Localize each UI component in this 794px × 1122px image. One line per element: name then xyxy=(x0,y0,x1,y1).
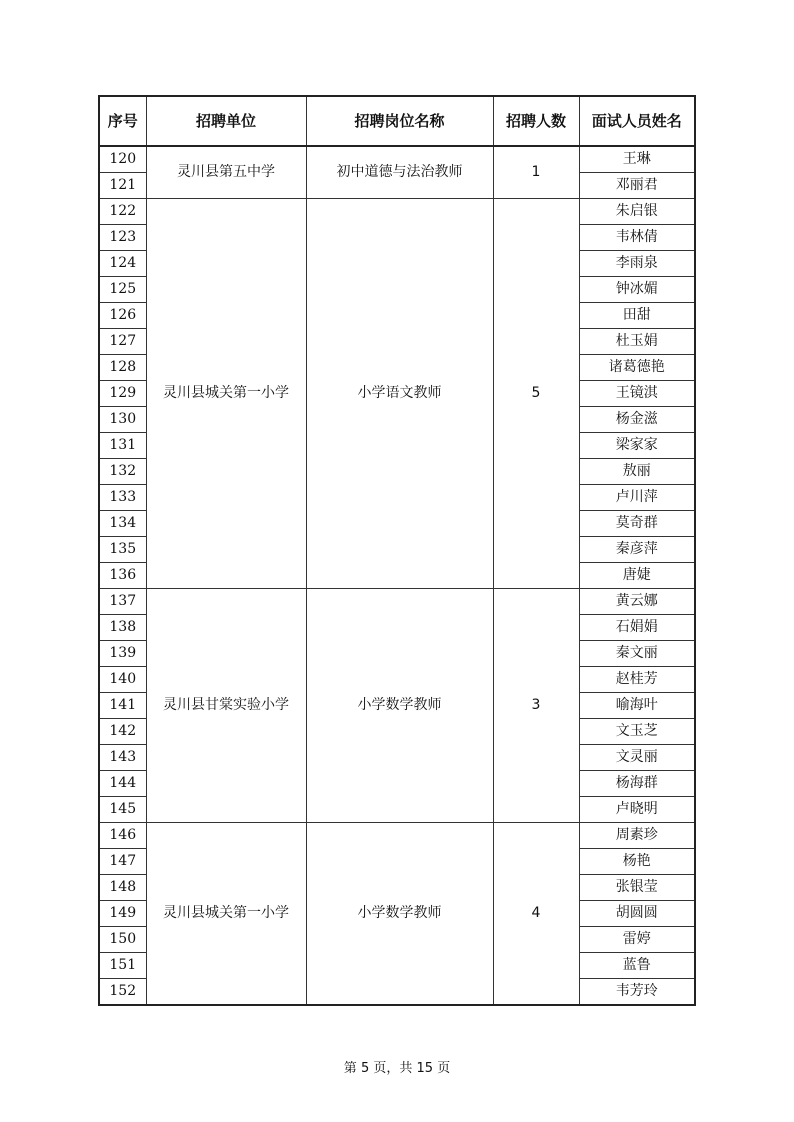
interviewee-name: 蓝鲁 xyxy=(579,953,695,979)
hire-count: 4 xyxy=(493,823,579,1006)
footer-page-number: 5 xyxy=(360,1061,370,1076)
table-row xyxy=(99,823,695,849)
interviewee-name: 喻海叶 xyxy=(579,693,695,719)
interviewee-name: 杨金滋 xyxy=(579,407,695,433)
row-index: 122 xyxy=(99,199,146,225)
row-index: 127 xyxy=(99,329,146,355)
row-index: 132 xyxy=(99,459,146,485)
interviewee-name: 杨艳 xyxy=(579,849,695,875)
recruiting-unit: 灵川县甘棠实验小学 xyxy=(146,589,306,823)
footer-mid: 页，共 xyxy=(373,1061,413,1076)
interviewee-name: 赵桂芳 xyxy=(579,667,695,693)
recruitment-table-wrapper xyxy=(98,95,696,1006)
interviewee-name: 钟冰媚 xyxy=(579,277,695,303)
recruiting-unit: 灵川县城关第一小学 xyxy=(146,823,306,1006)
interviewee-name: 秦文丽 xyxy=(579,641,695,667)
row-index: 151 xyxy=(99,953,146,979)
hire-count: 1 xyxy=(493,146,579,199)
interviewee-name: 韦芳玲 xyxy=(579,979,695,1006)
row-index: 136 xyxy=(99,563,146,589)
interviewee-name: 秦彦萍 xyxy=(579,537,695,563)
header-position: 招聘岗位名称 xyxy=(306,96,493,146)
header-names: 面试人员姓名 xyxy=(579,96,695,146)
interviewee-name: 王琳 xyxy=(579,146,695,173)
position-name: 小学数学教师 xyxy=(306,823,493,1006)
interview-list-table xyxy=(98,95,696,1006)
recruiting-unit: 灵川县城关第一小学 xyxy=(146,199,306,589)
row-index: 130 xyxy=(99,407,146,433)
row-index: 142 xyxy=(99,719,146,745)
interviewee-name: 田甜 xyxy=(579,303,695,329)
interviewee-name: 杜玉娟 xyxy=(579,329,695,355)
interviewee-name: 周素珍 xyxy=(579,823,695,849)
row-index: 152 xyxy=(99,979,146,1006)
row-index: 140 xyxy=(99,667,146,693)
footer-suffix: 页 xyxy=(437,1061,451,1076)
interviewee-name: 朱启银 xyxy=(579,199,695,225)
position-name: 初中道德与法治教师 xyxy=(306,146,493,199)
interviewee-name: 王镜淇 xyxy=(579,381,695,407)
table-row xyxy=(99,199,695,225)
row-index: 137 xyxy=(99,589,146,615)
interviewee-name: 韦林倩 xyxy=(579,225,695,251)
hire-count: 3 xyxy=(493,589,579,823)
header-unit: 招聘单位 xyxy=(146,96,306,146)
interviewee-name: 卢晓明 xyxy=(579,797,695,823)
row-index: 146 xyxy=(99,823,146,849)
row-index: 138 xyxy=(99,615,146,641)
interviewee-name: 胡圆圆 xyxy=(579,901,695,927)
row-index: 124 xyxy=(99,251,146,277)
table-row xyxy=(99,589,695,615)
row-index: 139 xyxy=(99,641,146,667)
interviewee-name: 梁家家 xyxy=(579,433,695,459)
interviewee-name: 文玉芝 xyxy=(579,719,695,745)
table-header-row xyxy=(99,96,695,146)
interviewee-name: 文灵丽 xyxy=(579,745,695,771)
position-name: 小学数学教师 xyxy=(306,589,493,823)
row-index: 134 xyxy=(99,511,146,537)
row-index: 145 xyxy=(99,797,146,823)
interviewee-name: 张银莹 xyxy=(579,875,695,901)
row-index: 128 xyxy=(99,355,146,381)
row-index: 131 xyxy=(99,433,146,459)
interviewee-name: 莫奇群 xyxy=(579,511,695,537)
recruiting-unit: 灵川县第五中学 xyxy=(146,146,306,199)
row-index: 149 xyxy=(99,901,146,927)
row-index: 141 xyxy=(99,693,146,719)
interviewee-name: 邓丽君 xyxy=(579,173,695,199)
page-footer xyxy=(0,1057,794,1076)
table-body xyxy=(99,146,695,1005)
interviewee-name: 卢川萍 xyxy=(579,485,695,511)
interviewee-name: 诸葛德艳 xyxy=(579,355,695,381)
row-index: 150 xyxy=(99,927,146,953)
interviewee-name: 雷婷 xyxy=(579,927,695,953)
hire-count: 5 xyxy=(493,199,579,589)
footer-prefix: 第 xyxy=(343,1061,357,1076)
row-index: 133 xyxy=(99,485,146,511)
row-index: 143 xyxy=(99,745,146,771)
interviewee-name: 石娟娟 xyxy=(579,615,695,641)
header-index: 序号 xyxy=(99,96,146,146)
row-index: 125 xyxy=(99,277,146,303)
row-index: 129 xyxy=(99,381,146,407)
interviewee-name: 敖丽 xyxy=(579,459,695,485)
table-row xyxy=(99,146,695,173)
row-index: 144 xyxy=(99,771,146,797)
row-index: 148 xyxy=(99,875,146,901)
row-index: 126 xyxy=(99,303,146,329)
footer-total-pages: 15 xyxy=(416,1061,434,1076)
row-index: 135 xyxy=(99,537,146,563)
row-index: 121 xyxy=(99,173,146,199)
interviewee-name: 黄云娜 xyxy=(579,589,695,615)
row-index: 147 xyxy=(99,849,146,875)
interviewee-name: 李雨泉 xyxy=(579,251,695,277)
row-index: 123 xyxy=(99,225,146,251)
interviewee-name: 唐婕 xyxy=(579,563,695,589)
header-count: 招聘人数 xyxy=(493,96,579,146)
row-index: 120 xyxy=(99,146,146,173)
interviewee-name: 杨海群 xyxy=(579,771,695,797)
position-name: 小学语文教师 xyxy=(306,199,493,589)
